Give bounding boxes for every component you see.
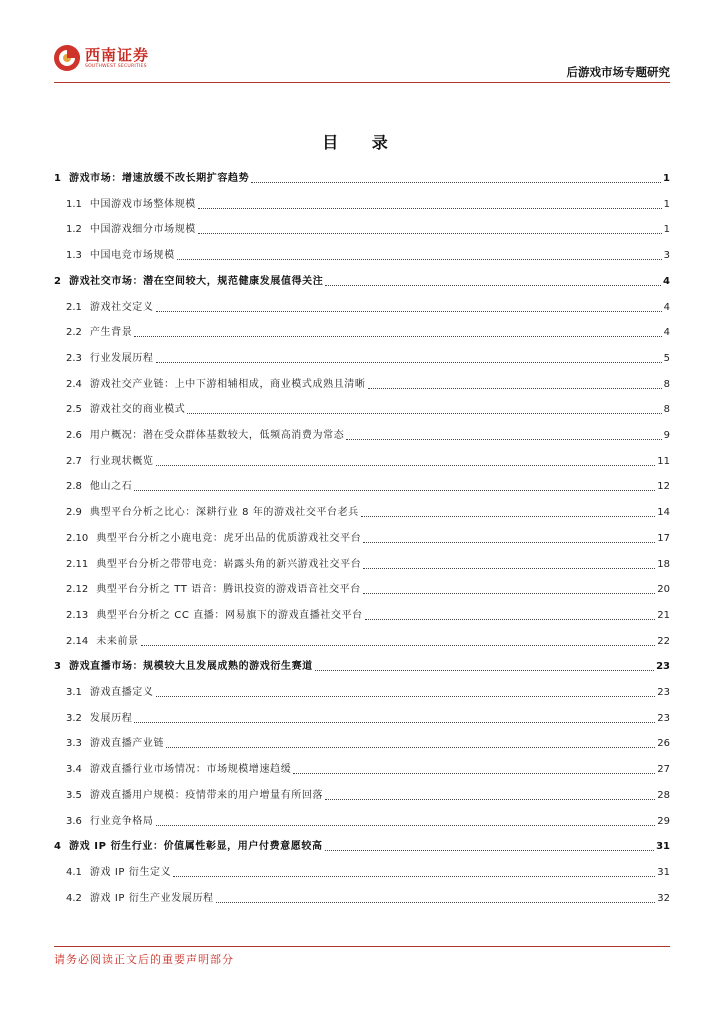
toc-chapter-entry[interactable]	[54, 658, 670, 674]
toc-entry-page: 31	[657, 866, 670, 878]
toc-entry-title: 用户概况：潜在受众群体基数较大，低频高消费为常态	[89, 430, 345, 441]
toc-section-entry[interactable]	[54, 221, 670, 237]
toc-leader-dots	[325, 285, 661, 286]
company-logo	[54, 44, 154, 74]
toc-entry-page: 5	[663, 352, 670, 364]
toc-entry-number: 2.3	[66, 352, 82, 364]
toc-section-entry[interactable]	[54, 401, 670, 417]
toc-entry-number: 2.12	[66, 584, 89, 596]
report-title: 后游戏市场专题研究	[566, 65, 670, 79]
toc-entry-number: 4	[54, 841, 61, 853]
toc-entry-title: 游戏 IP 衍生行业：价值属性彰显，用户付费意愿较高	[68, 841, 323, 853]
toc-entry-title: 未来前景	[96, 635, 139, 647]
toc-entry-title: 典型平台分析之小鹿电竞：虎牙出品的优质游戏社交平台	[96, 532, 362, 544]
toc-chapter-entry[interactable]	[54, 273, 670, 289]
toc-entry-number: 3.1	[66, 687, 82, 698]
toc-entry-page: 4	[663, 275, 670, 287]
toc-entry-number: 2.13	[66, 609, 89, 621]
toc-leader-dots	[166, 747, 655, 748]
toc-entry-page: 8	[663, 378, 670, 390]
toc-entry-title: 典型平台分析之 TT 语音：腾讯投资的游戏语音社交平台	[96, 584, 361, 596]
toc-leader-dots	[198, 233, 662, 234]
toc-entry-page: 31	[656, 841, 670, 853]
toc-entry-title: 产生背景	[89, 327, 133, 339]
toc-entry-page: 11	[657, 455, 670, 467]
toc-entry-title: 发展历程	[89, 712, 133, 724]
toc-section-entry[interactable]	[54, 864, 670, 880]
toc-section-entry[interactable]	[54, 710, 670, 726]
toc-entry-page: 12	[657, 481, 670, 493]
toc-leader-dots	[141, 645, 656, 646]
toc-entry-title: 游戏 IP 衍生定义	[89, 866, 172, 878]
toc-entry-number: 1.1	[66, 198, 82, 210]
toc-leader-dots	[251, 182, 661, 183]
toc-entry-number: 2.7	[66, 455, 82, 467]
toc-section-entry[interactable]	[54, 427, 670, 443]
toc-entry-page: 18	[657, 558, 670, 570]
toc-entry-number: 3.5	[66, 789, 82, 801]
toc-section-entry[interactable]	[54, 376, 670, 392]
toc-entry-title: 游戏直播产业链	[89, 738, 165, 750]
toc-entry-title: 游戏直播定义	[89, 687, 154, 698]
toc-entry-page: 20	[657, 584, 670, 596]
toc-leader-dots	[134, 490, 655, 491]
toc-entry-number: 1.3	[66, 250, 82, 262]
toc-entry-number: 3.4	[66, 764, 82, 776]
toc-entry-title: 行业发展历程	[89, 352, 154, 364]
toc-leader-dots	[177, 259, 662, 260]
toc-leader-dots	[187, 413, 661, 414]
toc-entry-page: 23	[657, 687, 670, 698]
logo-icon	[54, 45, 80, 71]
toc-entry-title: 游戏直播用户规模：疫情带来的用户增量有所回落	[89, 789, 324, 801]
toc-entry-title: 游戏社交的商业模式	[89, 404, 186, 416]
toc-section-entry[interactable]	[54, 478, 670, 494]
toc-chapter-entry[interactable]	[54, 170, 670, 186]
toc-entry-page: 4	[663, 327, 670, 339]
page-header	[0, 0, 724, 84]
toc-entry-number: 2.14	[66, 635, 89, 647]
toc-section-entry[interactable]	[54, 633, 670, 649]
toc-entry-page: 1	[663, 173, 670, 184]
toc-entry-title: 游戏 IP 衍生产业发展历程	[89, 892, 214, 904]
toc-leader-dots	[368, 388, 662, 389]
toc-entry-page: 1	[663, 198, 670, 210]
toc-section-entry[interactable]	[54, 787, 670, 803]
toc-leader-dots	[156, 362, 662, 363]
toc-entry-title: 游戏市场：增速放缓不改长期扩容趋势	[68, 173, 250, 184]
toc-section-entry[interactable]	[54, 813, 670, 829]
toc-leader-dots	[346, 439, 661, 440]
toc-entry-number: 4.1	[66, 866, 82, 878]
toc-heading: 目 录	[322, 133, 402, 152]
toc-entry-title: 游戏社交产业链：上中下游相辅相成，商业模式成熟且清晰	[89, 378, 366, 390]
toc-entry-title: 典型平台分析之 CC 直播：网易旗下的游戏直播社交平台	[96, 609, 363, 621]
toc-entry-page: 22	[657, 635, 670, 647]
toc-leader-dots	[156, 311, 662, 312]
toc-leader-dots	[156, 825, 656, 826]
toc-entry-number: 3	[54, 661, 61, 673]
toc-section-entry[interactable]	[54, 684, 670, 700]
toc-section-entry[interactable]	[54, 761, 670, 777]
toc-entry-title: 中国游戏细分市场规模	[89, 224, 196, 236]
toc-entry-number: 2.4	[66, 378, 82, 390]
logo-name-cn: 西南证券	[85, 46, 150, 64]
toc-entry-number: 2.5	[66, 404, 82, 416]
toc-section-entry[interactable]	[54, 890, 670, 906]
toc-entry-page: 32	[657, 892, 670, 904]
toc-entry-number: 3.3	[66, 738, 82, 750]
toc-section-entry[interactable]	[54, 196, 670, 212]
toc-leader-dots	[363, 593, 655, 594]
toc-entry-number: 2.11	[66, 558, 89, 570]
toc-entry-page: 29	[657, 815, 670, 827]
toc-entry-page: 14	[657, 507, 670, 519]
toc-entry-page: 26	[657, 738, 670, 750]
toc-entry-page: 17	[657, 532, 670, 544]
toc-entry-page: 28	[657, 789, 670, 801]
toc-entry-number: 2.10	[66, 532, 89, 544]
toc-leader-dots	[134, 336, 661, 337]
toc-entry-page: 3	[663, 250, 670, 262]
logo-name-en: SOUTHWEST SECURITIES	[85, 64, 147, 69]
toc-leader-dots	[134, 722, 655, 723]
toc-section-entry[interactable]	[54, 581, 670, 597]
toc-leader-dots	[365, 619, 655, 620]
toc-entry-title: 游戏社交定义	[89, 301, 154, 313]
toc-leader-dots	[156, 465, 656, 466]
toc-entry-title: 中国电竞市场规模	[89, 250, 175, 262]
toc-entry-title: 游戏直播市场：规模较大且发展成熟的游戏衍生赛道	[68, 661, 313, 673]
footer-divider	[54, 946, 670, 947]
toc-leader-dots	[325, 799, 655, 800]
toc-entry-page: 21	[657, 609, 670, 621]
toc-entry-number: 2	[54, 275, 61, 287]
toc-leader-dots	[216, 902, 656, 903]
toc-leader-dots	[198, 208, 662, 209]
toc-entry-page: 27	[657, 764, 670, 776]
toc-entry-page: 8	[663, 404, 670, 416]
toc-entry-title: 行业竞争格局	[89, 815, 154, 827]
toc-section-entry[interactable]	[54, 504, 670, 520]
toc-entry-page: 23	[656, 661, 670, 673]
toc-entry-title: 典型平台分析之比心：深耕行业 8 年的游戏社交平台老兵	[89, 507, 359, 519]
toc-entry-number: 1.2	[66, 224, 82, 236]
toc-leader-dots	[363, 542, 655, 543]
toc-entry-number: 2.6	[66, 430, 82, 441]
toc-entry-number: 4.2	[66, 892, 82, 904]
toc-entry-title: 行业现状概览	[89, 455, 154, 467]
toc-chapter-entry[interactable]	[54, 838, 670, 854]
toc-entry-number: 2.1	[66, 301, 82, 313]
toc-section-entry[interactable]	[54, 735, 670, 751]
toc-section-entry[interactable]	[54, 350, 670, 366]
toc-leader-dots	[173, 876, 655, 877]
toc-section-entry[interactable]	[54, 247, 670, 263]
toc-entry-title: 游戏社交市场：潜在空间较大，规范健康发展值得关注	[68, 275, 324, 287]
toc-entry-page: 4	[663, 301, 670, 313]
toc-section-entry[interactable]	[54, 453, 670, 469]
toc-entry-number: 3.6	[66, 815, 82, 827]
toc-entry-page: 1	[663, 224, 670, 236]
toc-entry-page: 9	[663, 430, 670, 441]
toc-leader-dots	[363, 568, 655, 569]
toc-entry-number: 1	[54, 173, 61, 184]
toc-leader-dots	[156, 696, 656, 697]
toc-leader-dots	[361, 516, 655, 517]
toc-leader-dots	[315, 670, 654, 671]
header-divider	[54, 82, 670, 83]
toc-section-entry[interactable]	[54, 556, 670, 572]
toc-section-entry[interactable]	[54, 324, 670, 340]
toc-leader-dots	[293, 773, 655, 774]
toc-entry-number: 3.2	[66, 712, 82, 724]
footer-disclaimer: 请务必阅读正文后的重要声明部分	[54, 953, 234, 966]
toc-section-entry[interactable]	[54, 299, 670, 315]
toc-leader-dots	[325, 850, 654, 851]
toc-entry-title: 典型平台分析之带带电竞：崭露头角的新兴游戏社交平台	[96, 558, 362, 570]
toc-section-entry[interactable]	[54, 607, 670, 623]
toc-entry-title: 游戏直播行业市场情况：市场规模增速趋缓	[89, 764, 292, 776]
toc-entry-number: 2.8	[66, 481, 82, 493]
toc-entry-page: 23	[657, 712, 670, 724]
toc-entry-title: 他山之石	[89, 481, 133, 493]
toc-section-entry[interactable]	[54, 530, 670, 546]
toc-entry-number: 2.9	[66, 507, 82, 519]
toc-entry-number: 2.2	[66, 327, 82, 339]
toc-entry-title: 中国游戏市场整体规模	[89, 198, 196, 210]
